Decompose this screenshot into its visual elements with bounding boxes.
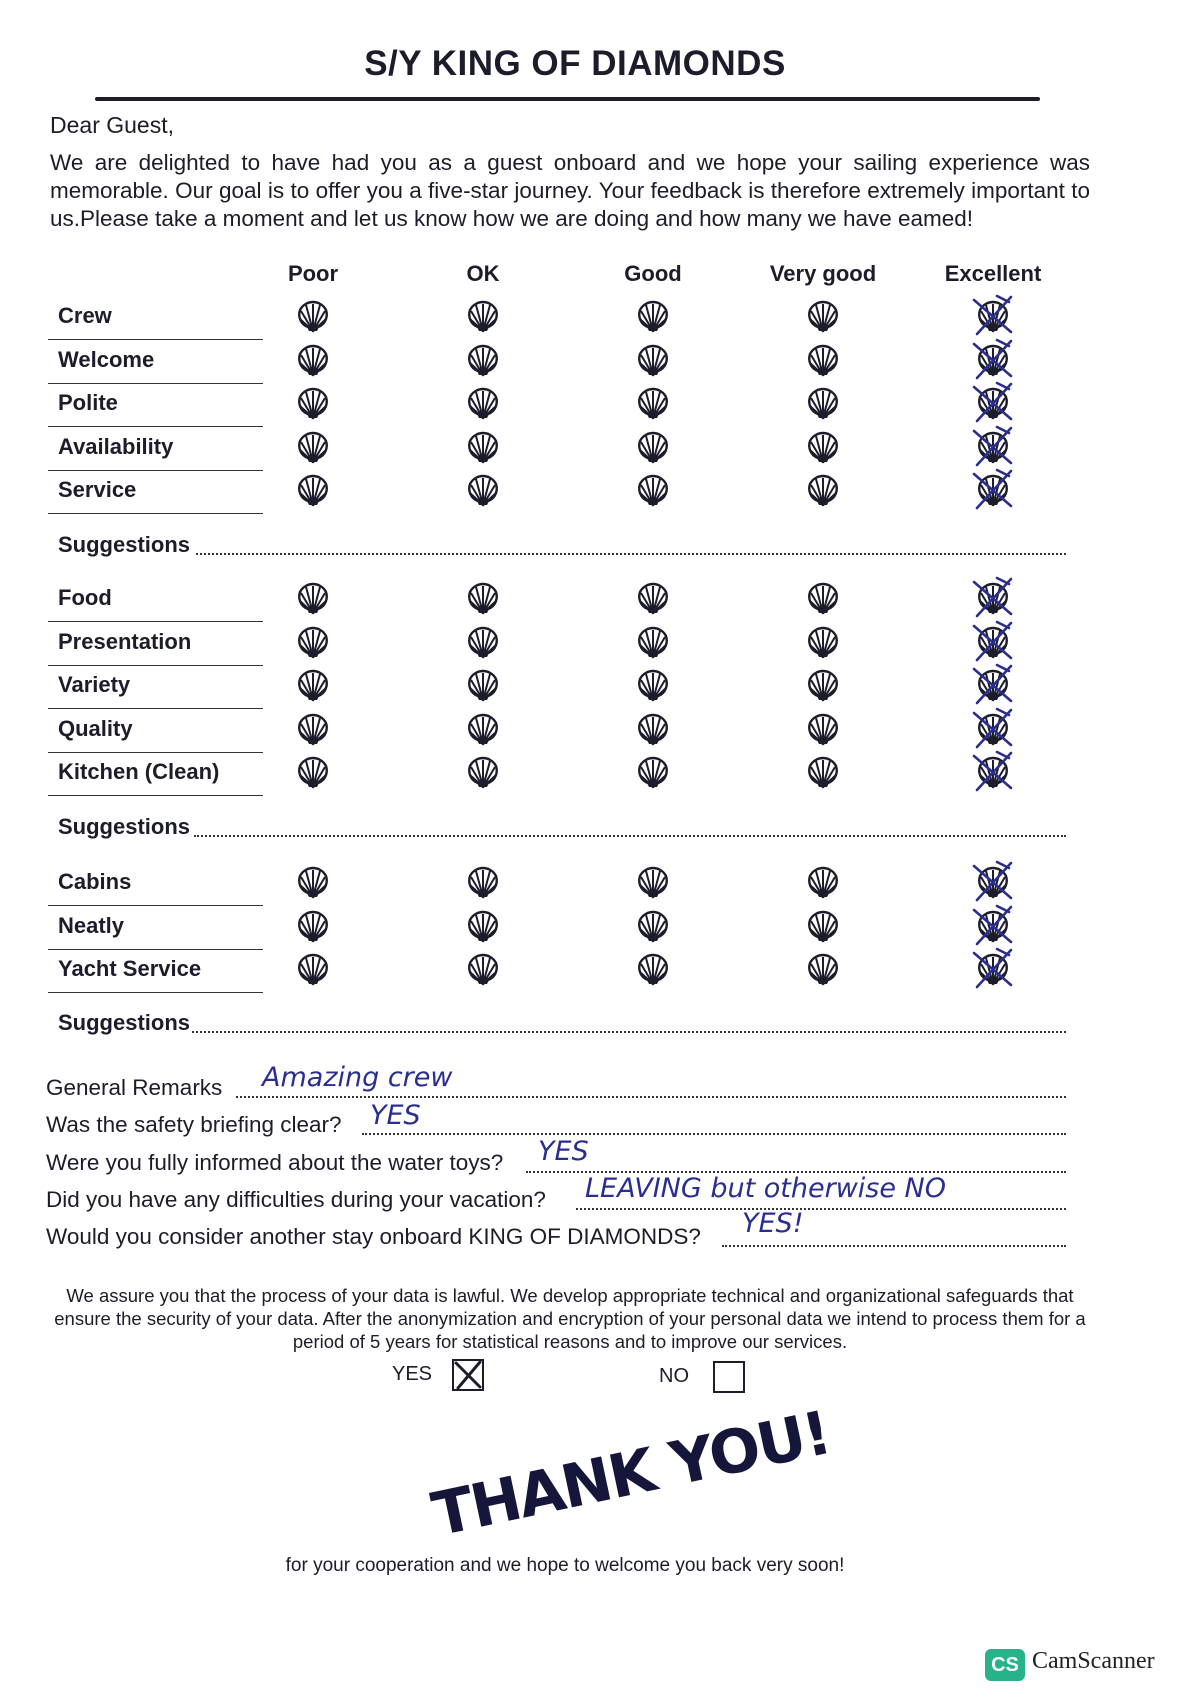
rating-option[interactable] xyxy=(976,344,1010,378)
scallop-shell-icon xyxy=(636,866,670,900)
row-divider xyxy=(48,470,263,471)
cross-mark-icon xyxy=(971,620,1015,664)
rating-option[interactable] xyxy=(296,953,330,987)
rating-option[interactable] xyxy=(806,474,840,508)
column-header-good: Good xyxy=(624,261,682,286)
rating-option[interactable] xyxy=(636,669,670,703)
answer-safety-briefing: YES xyxy=(370,1100,421,1131)
rating-option[interactable] xyxy=(806,713,840,747)
scallop-shell-icon xyxy=(466,626,500,660)
rating-option[interactable] xyxy=(976,756,1010,790)
cross-mark-icon xyxy=(971,750,1015,794)
row-label: Yacht Service xyxy=(58,956,202,981)
rating-option[interactable] xyxy=(636,953,670,987)
rating-option[interactable] xyxy=(806,387,840,421)
rating-option[interactable] xyxy=(296,756,330,790)
rating-option[interactable] xyxy=(976,300,1010,334)
rating-option[interactable] xyxy=(466,300,500,334)
row-divider xyxy=(48,905,263,906)
scallop-shell-icon xyxy=(296,387,330,421)
rating-option[interactable] xyxy=(296,431,330,465)
rating-option[interactable] xyxy=(806,626,840,660)
rating-option[interactable] xyxy=(976,474,1010,508)
answer-line-general-remarks[interactable] xyxy=(236,1096,1066,1098)
answer-line-difficulties[interactable] xyxy=(576,1208,1066,1210)
row-divider xyxy=(48,795,263,796)
scallop-shell-icon xyxy=(296,474,330,508)
row-divider xyxy=(48,752,263,753)
cross-mark-icon xyxy=(971,381,1015,425)
consent-no-label: NO xyxy=(659,1365,689,1387)
column-header-excellent: Excellent xyxy=(944,261,1042,286)
scallop-shell-icon xyxy=(466,344,500,378)
rating-option[interactable] xyxy=(466,756,500,790)
rating-option[interactable] xyxy=(296,582,330,616)
rating-option[interactable] xyxy=(296,910,330,944)
scallop-shell-icon xyxy=(806,713,840,747)
scallop-shell-icon xyxy=(806,756,840,790)
rating-option[interactable] xyxy=(296,344,330,378)
scallop-shell-icon xyxy=(466,387,500,421)
scallop-shell-icon xyxy=(636,387,670,421)
thank-you-lettering xyxy=(420,1395,836,1551)
row-label: Variety xyxy=(58,672,131,697)
row-label: Polite xyxy=(58,390,118,415)
rating-option[interactable] xyxy=(806,344,840,378)
consent-yes-checkbox[interactable] xyxy=(452,1359,484,1391)
row-divider xyxy=(48,949,263,950)
rating-option[interactable] xyxy=(806,669,840,703)
scallop-shell-icon xyxy=(636,756,670,790)
camscanner-label: CamScanner xyxy=(1032,1648,1155,1674)
scallop-shell-icon xyxy=(806,910,840,944)
suggestions-line-crew[interactable] xyxy=(196,553,1066,555)
rating-option[interactable] xyxy=(806,756,840,790)
rating-option[interactable] xyxy=(296,669,330,703)
rating-option[interactable] xyxy=(636,474,670,508)
rating-option[interactable] xyxy=(466,669,500,703)
intro-paragraph: We are delighted to have had you as a guest onboard and we hope your sailing experience was memorable. Our goal is to offer you a five-star journey. Your feedback is therefore extremely important to us.Please take a moment and let us know how we are doing and how many we have eamed! xyxy=(50,150,1090,231)
rating-option[interactable] xyxy=(976,910,1010,944)
column-header-very-good: Very good xyxy=(769,261,877,286)
scallop-shell-icon xyxy=(636,474,670,508)
consent-yes-label: YES xyxy=(392,1363,433,1385)
rating-option[interactable] xyxy=(976,387,1010,421)
footer-message: for your cooperation and we hope to welcome you back very soon! xyxy=(285,1555,845,1576)
suggestions-label-cabins: Suggestions xyxy=(58,1010,191,1035)
scallop-shell-icon xyxy=(806,582,840,616)
scallop-shell-icon xyxy=(806,474,840,508)
rating-option[interactable] xyxy=(636,866,670,900)
row-divider xyxy=(48,665,263,666)
scallop-shell-icon xyxy=(636,344,670,378)
question-another-stay: Would you consider another stay onboard KING OF DIAMONDS? xyxy=(46,1224,701,1249)
rating-option[interactable] xyxy=(636,431,670,465)
column-header-ok: OK xyxy=(466,261,500,286)
answer-another-stay: YES! xyxy=(742,1208,804,1239)
row-divider xyxy=(48,426,263,427)
scallop-shell-icon xyxy=(296,431,330,465)
scallop-shell-icon xyxy=(296,344,330,378)
rating-option[interactable] xyxy=(806,431,840,465)
rating-option[interactable] xyxy=(466,344,500,378)
question-difficulties: Did you have any difficulties during your vacation? xyxy=(46,1187,546,1212)
row-divider xyxy=(48,621,263,622)
scallop-shell-icon xyxy=(806,387,840,421)
scallop-shell-icon xyxy=(296,713,330,747)
privacy-notice: We assure you that the process of your data is lawful. We develop appropriate technical and organizational safeguards that ensure the security of your data. After the anonymization and encryption of your personal data we intend to process them for a period of 5 years for statistical reasons and to improve our services. xyxy=(54,1285,1086,1352)
column-header-poor: Poor xyxy=(287,261,339,286)
question-safety-briefing: Was the safety briefing clear? xyxy=(46,1112,342,1137)
scallop-shell-icon xyxy=(296,582,330,616)
scallop-shell-icon xyxy=(296,756,330,790)
rating-option[interactable] xyxy=(976,582,1010,616)
rating-option[interactable] xyxy=(636,387,670,421)
scallop-shell-icon xyxy=(296,953,330,987)
cross-mark-icon xyxy=(971,947,1015,991)
scallop-shell-icon xyxy=(806,431,840,465)
cross-mark-icon xyxy=(971,294,1015,338)
scallop-shell-icon xyxy=(636,582,670,616)
rating-option[interactable] xyxy=(636,910,670,944)
row-label: Presentation xyxy=(58,629,192,654)
rating-option[interactable] xyxy=(296,474,330,508)
scallop-shell-icon xyxy=(296,910,330,944)
rating-option[interactable] xyxy=(976,669,1010,703)
cross-mark-icon xyxy=(971,425,1015,469)
suggestions-label-crew: Suggestions xyxy=(58,532,191,557)
scallop-shell-icon xyxy=(466,669,500,703)
row-label: Food xyxy=(58,585,112,610)
scallop-shell-icon xyxy=(806,669,840,703)
rating-option[interactable] xyxy=(806,300,840,334)
rating-option[interactable] xyxy=(466,953,500,987)
rating-option[interactable] xyxy=(466,474,500,508)
answer-water-toys: YES xyxy=(538,1136,589,1167)
scallop-shell-icon xyxy=(806,344,840,378)
answer-difficulties: LEAVING but otherwise NO xyxy=(585,1173,947,1204)
rating-option[interactable] xyxy=(636,626,670,660)
rating-option[interactable] xyxy=(976,626,1010,660)
scallop-shell-icon xyxy=(466,582,500,616)
rating-option[interactable] xyxy=(296,866,330,900)
consent-no-checkbox[interactable] xyxy=(713,1361,745,1393)
scallop-shell-icon xyxy=(806,626,840,660)
rating-option[interactable] xyxy=(466,713,500,747)
rating-option[interactable] xyxy=(976,866,1010,900)
scallop-shell-icon xyxy=(296,669,330,703)
scallop-shell-icon xyxy=(466,474,500,508)
cross-mark-icon xyxy=(971,338,1015,382)
form-title: S/Y KING OF DIAMONDS xyxy=(364,44,786,83)
scallop-shell-icon xyxy=(466,713,500,747)
camscanner-logo: CS xyxy=(985,1649,1025,1681)
thank-you-handwriting xyxy=(420,1395,836,1551)
rating-option[interactable] xyxy=(466,582,500,616)
rating-option[interactable] xyxy=(636,300,670,334)
scallop-shell-icon xyxy=(296,626,330,660)
row-label: Cabins xyxy=(58,869,132,894)
rating-option[interactable] xyxy=(806,910,840,944)
suggestions-line-food[interactable] xyxy=(194,835,1066,837)
cross-mark-icon xyxy=(971,663,1015,707)
rating-option[interactable] xyxy=(806,953,840,987)
scallop-shell-icon xyxy=(636,910,670,944)
rating-option[interactable] xyxy=(976,953,1010,987)
row-divider xyxy=(48,992,263,993)
scallop-shell-icon xyxy=(466,866,500,900)
cross-mark-icon xyxy=(971,576,1015,620)
rating-option[interactable] xyxy=(296,626,330,660)
rating-option[interactable] xyxy=(296,387,330,421)
row-label: Service xyxy=(58,477,137,502)
answer-line-another-stay[interactable] xyxy=(722,1245,1066,1247)
cross-mark-icon xyxy=(971,860,1015,904)
answer-line-safety-briefing[interactable] xyxy=(362,1133,1066,1135)
question-water-toys: Were you fully informed about the water toys? xyxy=(46,1150,504,1175)
scallop-shell-icon xyxy=(636,669,670,703)
check-cross-icon xyxy=(454,1361,482,1389)
cross-mark-icon xyxy=(971,904,1015,948)
row-label: Kitchen (Clean) xyxy=(58,759,220,784)
scallop-shell-icon xyxy=(636,626,670,660)
scallop-shell-icon xyxy=(806,953,840,987)
suggestions-line-cabins[interactable] xyxy=(192,1031,1066,1033)
row-label: Availability xyxy=(58,434,174,459)
rating-option[interactable] xyxy=(466,431,500,465)
scallop-shell-icon xyxy=(636,713,670,747)
rating-option[interactable] xyxy=(636,756,670,790)
thank-you-text: THANK YOU! xyxy=(426,1398,836,1551)
scallop-shell-icon xyxy=(806,300,840,334)
cross-mark-icon xyxy=(971,468,1015,512)
rating-option[interactable] xyxy=(466,866,500,900)
answer-general-remarks: Amazing crew xyxy=(262,1062,453,1093)
scallop-shell-icon xyxy=(296,866,330,900)
row-divider xyxy=(48,383,263,384)
scallop-shell-icon xyxy=(636,300,670,334)
rating-option[interactable] xyxy=(636,344,670,378)
scallop-shell-icon xyxy=(466,910,500,944)
rating-option[interactable] xyxy=(976,431,1010,465)
row-divider xyxy=(48,513,263,514)
greeting: Dear Guest, xyxy=(50,112,174,138)
scallop-shell-icon xyxy=(466,300,500,334)
row-label: Welcome xyxy=(58,347,155,372)
rating-option[interactable] xyxy=(806,582,840,616)
scallop-shell-icon xyxy=(806,866,840,900)
cross-mark-icon xyxy=(971,707,1015,751)
rating-option[interactable] xyxy=(636,713,670,747)
question-general-remarks: General Remarks xyxy=(46,1075,223,1100)
rating-option[interactable] xyxy=(636,582,670,616)
scallop-shell-icon xyxy=(296,300,330,334)
rating-option[interactable] xyxy=(806,866,840,900)
scallop-shell-icon xyxy=(636,953,670,987)
row-divider xyxy=(48,708,263,709)
rating-option[interactable] xyxy=(466,387,500,421)
suggestions-label-food: Suggestions xyxy=(58,814,191,839)
row-label: Neatly xyxy=(58,913,125,938)
scallop-shell-icon xyxy=(466,431,500,465)
scallop-shell-icon xyxy=(466,953,500,987)
row-label: Crew xyxy=(58,303,112,328)
title-divider xyxy=(95,97,1040,101)
rating-option[interactable] xyxy=(466,626,500,660)
scallop-shell-icon xyxy=(466,756,500,790)
rating-option[interactable] xyxy=(976,713,1010,747)
rating-option[interactable] xyxy=(466,910,500,944)
rating-option[interactable] xyxy=(296,713,330,747)
row-label: Quality xyxy=(58,716,133,741)
scallop-shell-icon xyxy=(636,431,670,465)
rating-option[interactable] xyxy=(296,300,330,334)
row-divider xyxy=(48,339,263,340)
